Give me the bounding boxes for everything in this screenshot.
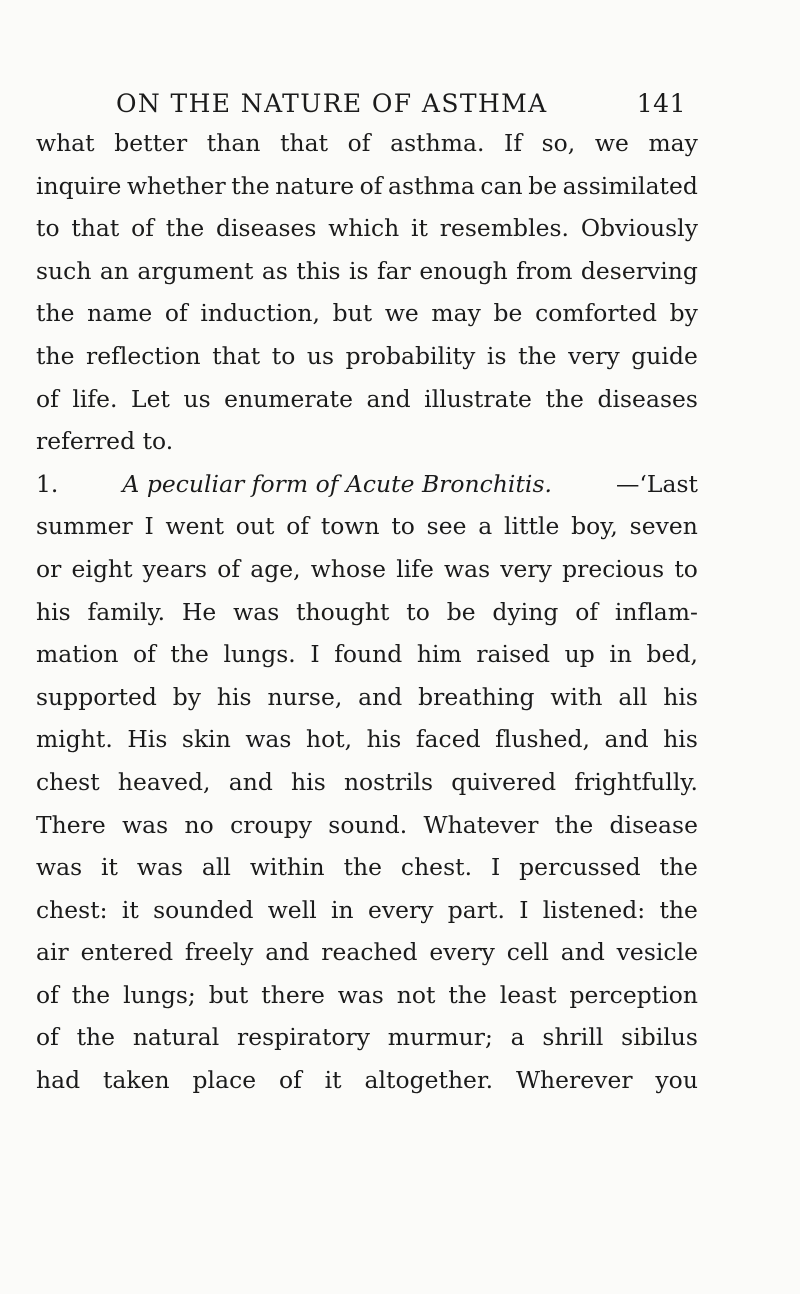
word: listened:: [542, 895, 646, 924]
word: entered: [80, 938, 174, 967]
word: no: [184, 810, 214, 839]
word: reflection: [86, 341, 201, 370]
word: may: [648, 129, 698, 157]
word: His: [127, 725, 168, 754]
text-line: [36, 633, 698, 676]
word: disease: [609, 810, 698, 839]
word: be: [528, 171, 558, 200]
word: precious: [562, 554, 665, 583]
word: boy,: [571, 512, 618, 541]
word: name: [87, 299, 153, 328]
word: of: [133, 640, 156, 669]
line-text: [36, 505, 698, 548]
word: eight: [71, 554, 133, 583]
word: family.: [87, 597, 166, 626]
word: by: [669, 299, 698, 328]
word: and: [228, 767, 273, 796]
word: to: [36, 214, 60, 243]
word: but: [332, 299, 373, 328]
word: every: [429, 938, 495, 967]
word: whether: [126, 171, 226, 200]
word: supported: [36, 682, 157, 711]
word: nostrils: [343, 767, 434, 796]
word: so,: [541, 129, 576, 157]
word: the: [165, 214, 205, 243]
word: the: [36, 299, 75, 328]
word: probability: [345, 341, 476, 370]
running-title: ON THE NATURE OF ASTHMA: [116, 89, 548, 118]
line-text: [36, 591, 698, 634]
word: of: [36, 1023, 59, 1052]
line-text: [36, 335, 698, 378]
word: of: [278, 1066, 302, 1095]
heading-italic: A peculiar form of Acute Bronchitis.: [122, 469, 552, 498]
word: than: [206, 129, 261, 157]
word: argument: [137, 256, 254, 285]
line-text: [36, 378, 698, 421]
word: all: [201, 853, 231, 882]
word: perception: [569, 980, 698, 1009]
word: well: [267, 895, 317, 924]
text-line: [36, 1059, 698, 1102]
word: years: [142, 554, 208, 583]
word: his: [366, 725, 402, 754]
word: nature: [275, 171, 355, 200]
word: air: [36, 938, 69, 967]
word: a: [510, 1023, 525, 1052]
word: better: [114, 129, 188, 157]
word: you: [655, 1066, 698, 1095]
text-line: [36, 165, 698, 208]
word: us: [183, 384, 211, 413]
text-line: [36, 378, 698, 421]
text-line: [36, 207, 698, 250]
word: skin: [181, 725, 231, 754]
word: comforted: [535, 299, 658, 328]
word: the: [659, 895, 698, 924]
word: whose: [310, 554, 387, 583]
word: may: [431, 299, 481, 328]
word: diseases: [215, 214, 317, 243]
text-line: [36, 250, 698, 293]
word: the: [554, 810, 594, 839]
section-heading: [36, 463, 698, 506]
word: and: [604, 725, 649, 754]
word: his: [663, 682, 698, 711]
word: bed,: [646, 640, 698, 669]
word: was: [245, 725, 292, 754]
word: the: [659, 853, 698, 882]
text-line: [36, 761, 698, 804]
word: to: [674, 554, 698, 583]
word: it: [411, 214, 428, 243]
word: this: [296, 256, 341, 285]
word: dying: [492, 597, 559, 626]
word: was: [136, 853, 184, 882]
text-line: [36, 931, 698, 974]
heading-rest: —‘Last: [615, 469, 698, 498]
word: murmur;: [387, 1023, 493, 1052]
word: part.: [447, 895, 505, 924]
word: that: [71, 214, 120, 243]
word: it: [121, 895, 139, 924]
word: but: [208, 980, 249, 1009]
text-line: [36, 505, 698, 548]
line-text: [36, 718, 698, 761]
heading-number: 1.: [36, 469, 59, 498]
word: assimilated: [562, 171, 698, 200]
word: respiratory: [237, 1023, 371, 1052]
word: and: [560, 938, 605, 967]
word: heaved,: [117, 767, 211, 796]
word: all: [618, 682, 648, 711]
word: faced: [415, 725, 481, 754]
word: went: [165, 512, 225, 541]
word: within: [249, 853, 325, 882]
word: shrill: [542, 1023, 604, 1052]
word: I: [519, 895, 529, 924]
word: can: [480, 171, 523, 200]
word: I: [490, 853, 501, 882]
word: and: [358, 682, 403, 711]
word: breathing: [418, 682, 535, 711]
word: summer: [36, 512, 133, 541]
word: the: [71, 980, 111, 1009]
word: as: [261, 256, 288, 285]
line-text: [36, 292, 698, 335]
word: natural: [132, 1023, 220, 1052]
word: to: [406, 597, 430, 626]
word: hot,: [305, 725, 353, 754]
running-head: [116, 84, 686, 124]
word: inquire: [36, 171, 122, 200]
word: lungs;: [123, 980, 196, 1009]
word: it: [324, 1066, 342, 1095]
word: the: [448, 980, 487, 1009]
word: his: [36, 597, 71, 626]
word: asthma: [388, 171, 475, 200]
word: was: [337, 980, 384, 1009]
word: from: [516, 256, 573, 285]
word: the: [343, 853, 383, 882]
word: raised: [476, 640, 551, 669]
body-text: [36, 122, 698, 1102]
word: was: [36, 853, 83, 882]
word: very: [500, 554, 552, 583]
word: of: [217, 554, 241, 583]
word: be: [493, 299, 523, 328]
word: we: [384, 299, 419, 328]
word: every: [367, 895, 434, 924]
text-line: [36, 591, 698, 634]
word: age,: [250, 554, 301, 583]
word: frightfully.: [574, 767, 698, 796]
word: life.: [72, 384, 118, 413]
word: enumerate: [224, 384, 353, 413]
word: was: [122, 810, 169, 839]
word: quivered: [451, 767, 557, 796]
word: of: [164, 299, 188, 328]
word: see: [426, 512, 467, 541]
word: life: [396, 554, 434, 583]
word: of: [131, 214, 154, 243]
line-text: [36, 548, 698, 591]
word: might.: [36, 725, 113, 754]
word: croupy: [230, 810, 312, 839]
word: cell: [506, 938, 549, 967]
word: of: [36, 384, 59, 413]
word: thought: [296, 597, 390, 626]
word: which: [328, 214, 400, 243]
word: sound.: [328, 810, 408, 839]
word: it: [101, 853, 118, 882]
line-text: [36, 207, 698, 250]
text-line: [36, 420, 698, 463]
word: enough: [419, 256, 508, 285]
word: He: [181, 597, 217, 626]
word: vesicle: [616, 938, 698, 967]
word: asthma.: [390, 129, 485, 157]
line-text: [36, 676, 698, 719]
word: flushed,: [495, 725, 591, 754]
word: Let: [131, 384, 170, 413]
word: with: [550, 682, 603, 711]
word: guide: [631, 341, 698, 370]
word: place: [192, 1066, 257, 1095]
word: percussed: [519, 853, 641, 882]
word: the: [36, 341, 75, 370]
word: is: [486, 341, 507, 370]
text-line: [36, 1016, 698, 1059]
word: the: [170, 640, 209, 669]
word: altogether.: [364, 1066, 494, 1095]
word: in: [331, 895, 354, 924]
section-heading-line: [36, 463, 698, 506]
word: the: [231, 171, 270, 200]
line-text: [36, 122, 698, 165]
word: that: [280, 129, 329, 157]
word: was: [444, 554, 491, 583]
line-text: [36, 846, 698, 889]
word: nurse,: [267, 682, 343, 711]
word: resembles.: [439, 214, 570, 243]
word: of: [286, 512, 310, 541]
word: sibilus: [621, 1023, 698, 1052]
line-text: [36, 633, 698, 676]
word: chest: [36, 767, 100, 796]
word: the: [518, 341, 557, 370]
word: an: [99, 256, 129, 285]
text-line: [36, 548, 698, 591]
word: Whatever: [423, 810, 539, 839]
line-text: referred to.: [36, 427, 174, 456]
word: very: [568, 341, 620, 370]
word: to: [271, 341, 296, 370]
line-text: [36, 931, 698, 974]
line-text: [36, 165, 698, 208]
page-number: 141: [636, 89, 686, 118]
line-text: [36, 804, 698, 847]
word: out: [235, 512, 275, 541]
word: by: [172, 682, 202, 711]
word: in: [609, 640, 632, 669]
text-line: [36, 974, 698, 1017]
word: If: [504, 129, 523, 157]
text-line: [36, 718, 698, 761]
text-line: [36, 676, 698, 719]
line-text: [36, 889, 698, 932]
word: such: [36, 256, 92, 285]
word: least: [499, 980, 557, 1009]
word: Obviously: [580, 214, 698, 243]
word: is: [348, 256, 369, 285]
word: mation: [36, 640, 119, 669]
word: chest.: [400, 853, 473, 882]
word: up: [564, 640, 595, 669]
word: of: [575, 597, 599, 626]
word: or: [36, 554, 62, 583]
word: induction,: [200, 299, 321, 328]
word: of: [36, 980, 59, 1009]
word: and: [366, 384, 411, 413]
word: a: [478, 512, 493, 541]
text-line: [36, 889, 698, 932]
word: chest:: [36, 895, 108, 924]
word: was: [233, 597, 280, 626]
word: deserving: [580, 256, 698, 285]
text-line: [36, 804, 698, 847]
text-line: [36, 292, 698, 335]
word: not: [396, 980, 436, 1009]
word: Wherever: [515, 1066, 633, 1095]
word: there: [261, 980, 325, 1009]
word: freely: [184, 938, 254, 967]
line-text: [36, 1016, 698, 1059]
word: diseases: [597, 384, 698, 413]
word: be: [446, 597, 476, 626]
word: lungs.: [223, 640, 296, 669]
word: illustrate: [424, 384, 532, 413]
line-text: [36, 974, 698, 1017]
word: what: [36, 129, 95, 157]
word: his: [663, 725, 698, 754]
line-text: [36, 761, 698, 804]
text-line: [36, 335, 698, 378]
text-line: [36, 122, 698, 165]
word: taken: [102, 1066, 170, 1095]
word: inflam-: [614, 597, 698, 626]
word: of: [347, 129, 371, 157]
word: and: [265, 938, 310, 967]
word: reached: [321, 938, 418, 967]
word: seven: [629, 512, 698, 541]
word: There: [36, 810, 106, 839]
word: us: [306, 341, 335, 370]
word: the: [545, 384, 584, 413]
word: we: [594, 129, 629, 157]
word: him: [416, 640, 462, 669]
word: of: [359, 171, 383, 200]
word: the: [76, 1023, 116, 1052]
word: found: [334, 640, 403, 669]
word: town: [320, 512, 380, 541]
text-line: [36, 846, 698, 889]
word: I: [144, 512, 154, 541]
word: had: [36, 1066, 81, 1095]
word: to: [391, 512, 415, 541]
word: that: [212, 341, 261, 370]
word: far: [376, 256, 411, 285]
word: his: [216, 682, 252, 711]
line-text: [36, 1059, 698, 1102]
line-text: [36, 250, 698, 293]
word: his: [291, 767, 326, 796]
word: sounded: [153, 895, 254, 924]
word: I: [310, 640, 320, 669]
word: little: [503, 512, 560, 541]
